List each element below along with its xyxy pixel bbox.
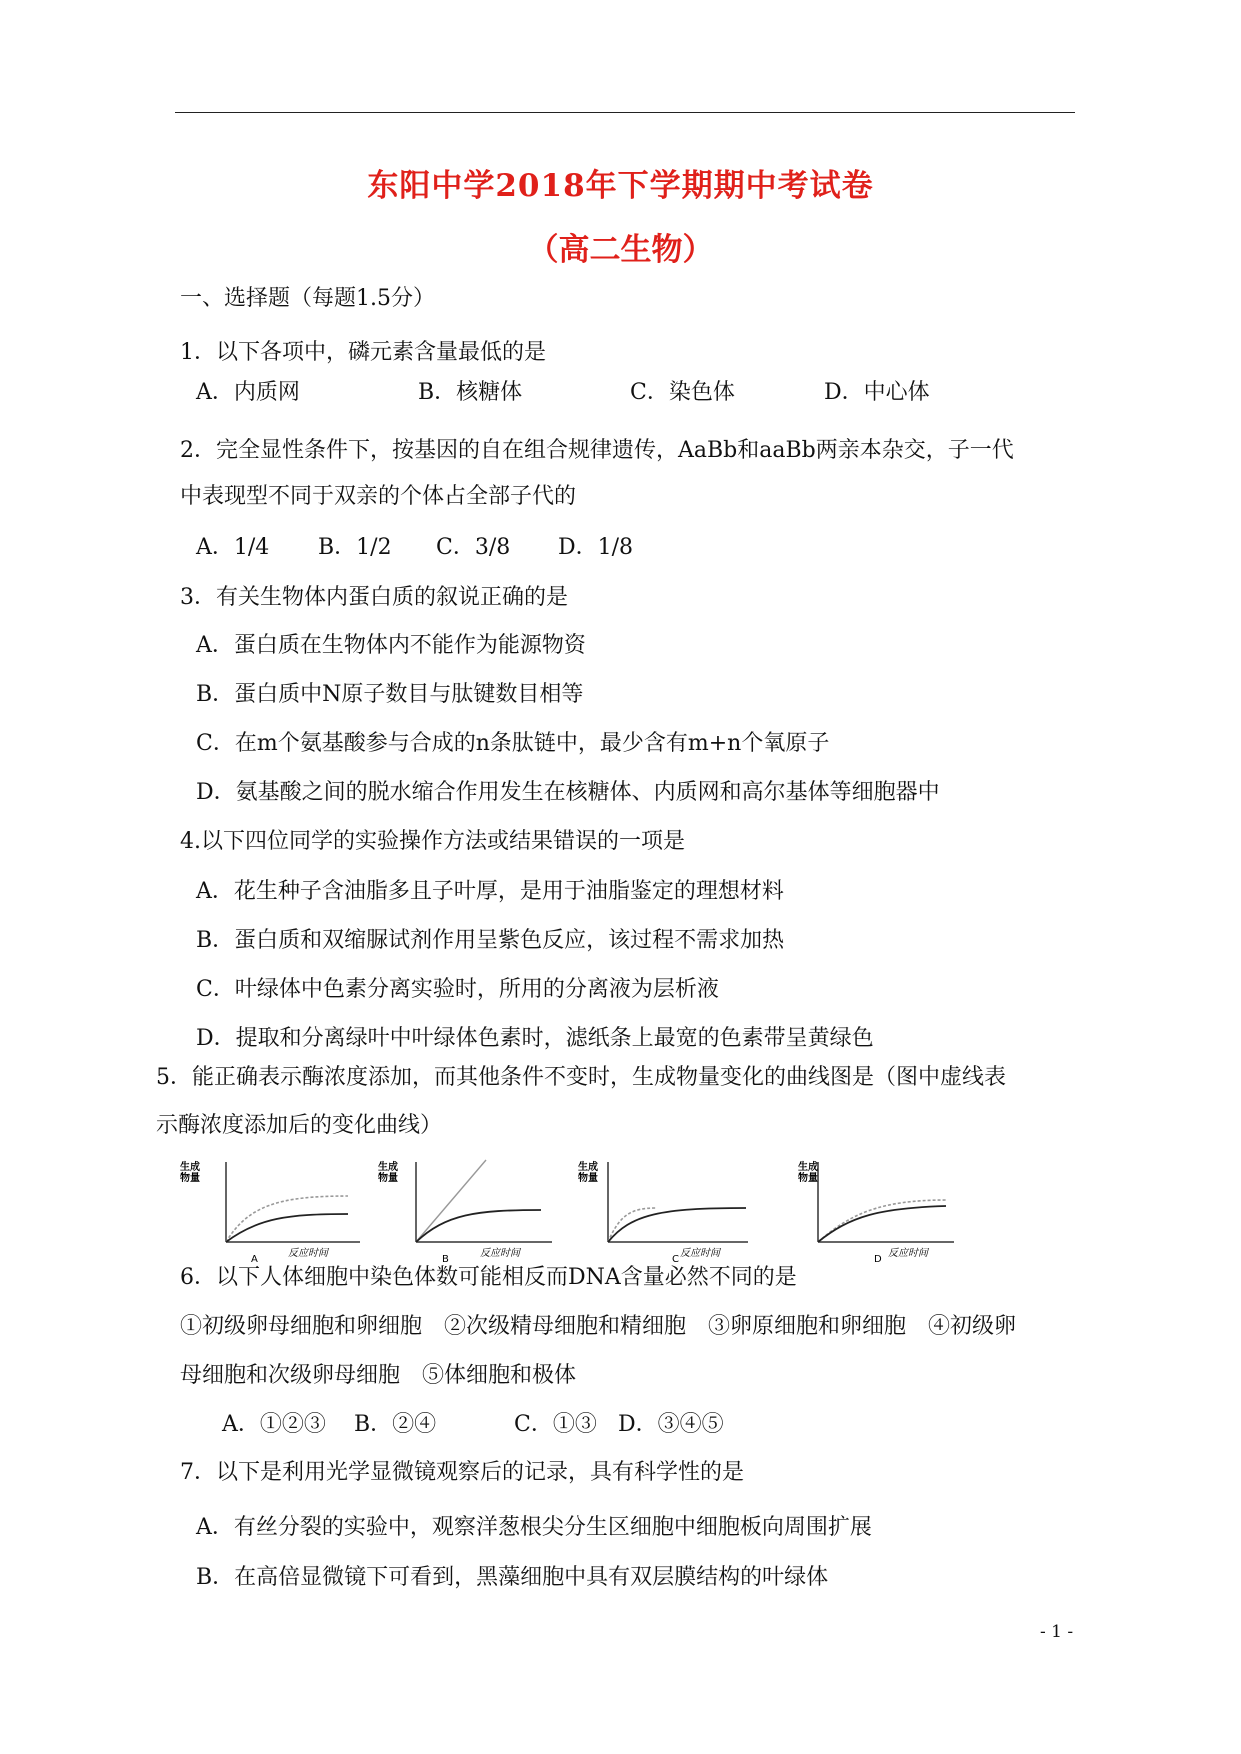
q5-figure-a: [178, 1156, 363, 1264]
q6-option-c: C．①③: [514, 1412, 597, 1437]
figure-c-xlabel: 反应时间: [680, 1248, 720, 1259]
q5-figure-b: [376, 1156, 561, 1264]
q5-figure-c: [576, 1156, 761, 1264]
exam-title: 东阳中学2018年下学期期中考试卷: [367, 168, 874, 204]
q2-options: [196, 533, 796, 563]
q5-stem-line1: 5．能正确表示酶浓度添加，而其他条件不变时，生成物量变化的曲线图是（图中虚线表: [156, 1065, 1006, 1090]
q2-stem-line1: 2．完全显性条件下，按基因的自在组合规律遗传，AaBb和aaBb两亲本杂交，子一代: [180, 438, 1014, 463]
figure-b-solid-curve: [416, 1210, 541, 1242]
q5-figure-d: [770, 1156, 955, 1264]
q6-items-line1: ①初级卵母细胞和卵细胞 ②次级精母细胞和精细胞 ③卵原细胞和卵细胞 ④初级卵: [180, 1314, 1017, 1339]
q3-option-c: C．在m个氨基酸参与合成的n条肽链中，最少含有m+n个氧原子: [196, 731, 830, 756]
figure-c-ylabel: 生成物量: [578, 1162, 598, 1184]
q5-stem-line2: 示酶浓度添加后的变化曲线）: [156, 1113, 443, 1138]
exam-subtitle: （高二生物）: [527, 232, 714, 268]
q2-option-d: D．1/8: [558, 535, 634, 560]
figure-a-solid-curve: [226, 1214, 348, 1242]
q1-option-d: D．中心体: [824, 380, 930, 405]
q4-option-c: C．叶绿体中色素分离实验时，所用的分离液为层析液: [196, 977, 719, 1002]
q4-option-b: B．蛋白质和双缩脲试剂作用呈紫色反应，该过程不需求加热: [196, 928, 785, 953]
figure-b-ylabel: 生成物量: [378, 1162, 398, 1184]
q4-stem: 4.以下四位同学的实验操作方法或结果错误的一项是: [180, 829, 685, 854]
header-rule: [175, 112, 1075, 113]
q1-options: [196, 378, 1096, 408]
figure-b-straight-line: [416, 1160, 486, 1242]
q3-option-b: B．蛋白质中N原子数目与肽键数目相等: [196, 682, 584, 707]
q3-option-d: D．氨基酸之间的脱水缩合作用发生在核糖体、内质网和高尔基体等细胞器中: [196, 780, 940, 805]
q6-option-d: D．③④⑤: [618, 1412, 724, 1437]
q4-option-a: A．花生种子含油脂多且子叶厚，是用于油脂鉴定的理想材料: [196, 879, 784, 904]
q1-option-a: A．内质网: [196, 380, 300, 405]
figure-c-letter: C: [672, 1254, 679, 1264]
figure-d-ylabel: 生成物量: [798, 1162, 818, 1184]
q3-stem: 3．有关生物体内蛋白质的叙说正确的是: [180, 585, 568, 610]
q6-stem: 6．以下人体细胞中染色体数可能相反而DNA含量必然不同的是: [180, 1265, 797, 1290]
figure-a-letter: A: [251, 1254, 258, 1264]
q1-stem: 1．以下各项中，磷元素含量最低的是: [180, 340, 546, 365]
figure-a-xlabel: 反应时间: [288, 1248, 328, 1259]
figure-d-solid-curve: [818, 1206, 946, 1242]
figure-d-xlabel: 反应时间: [888, 1248, 928, 1259]
q7-option-a: A．有丝分裂的实验中，观察洋葱根尖分生区细胞中细胞板向周围扩展: [196, 1515, 872, 1540]
figure-a-dashed-curve: [226, 1196, 348, 1242]
q2-option-a: A．1/4: [196, 535, 270, 560]
q7-stem: 7．以下是利用光学显微镜观察后的记录，具有科学性的是: [180, 1460, 744, 1485]
q1-option-c: C．染色体: [630, 380, 735, 405]
q6-option-a: A．①②③: [222, 1412, 326, 1437]
figure-b-xlabel: 反应时间: [480, 1248, 520, 1259]
q1-option-b: B．核糖体: [418, 380, 523, 405]
q6-items-line2: 母细胞和次级卵母细胞 ⑤体细胞和极体: [180, 1363, 577, 1388]
q2-option-b: B．1/2: [318, 535, 392, 560]
q4-option-d: D．提取和分离绿叶中叶绿体色素时，滤纸条上最宽的色素带呈黄绿色: [196, 1026, 874, 1051]
q2-stem-line2: 中表现型不同于双亲的个体占全部子代的: [180, 484, 577, 509]
figure-d-letter: D: [874, 1254, 882, 1264]
figure-c-dashed-curve: [608, 1208, 656, 1242]
figure-a-ylabel: 生成物量: [180, 1162, 200, 1184]
q7-option-b: B．在高倍显微镜下可看到，黑藻细胞中具有双层膜结构的叶绿体: [196, 1565, 829, 1590]
page-number: - 1 -: [1040, 1622, 1074, 1642]
q3-option-a: A．蛋白质在生物体内不能作为能源物资: [196, 633, 586, 658]
q2-option-c: C．3/8: [436, 535, 511, 560]
figure-b-letter: B: [442, 1254, 449, 1264]
section-heading: 一、选择题（每题1.5分）: [180, 286, 435, 311]
q6-options: [222, 1410, 822, 1440]
q6-option-b: B．②④: [354, 1412, 437, 1437]
